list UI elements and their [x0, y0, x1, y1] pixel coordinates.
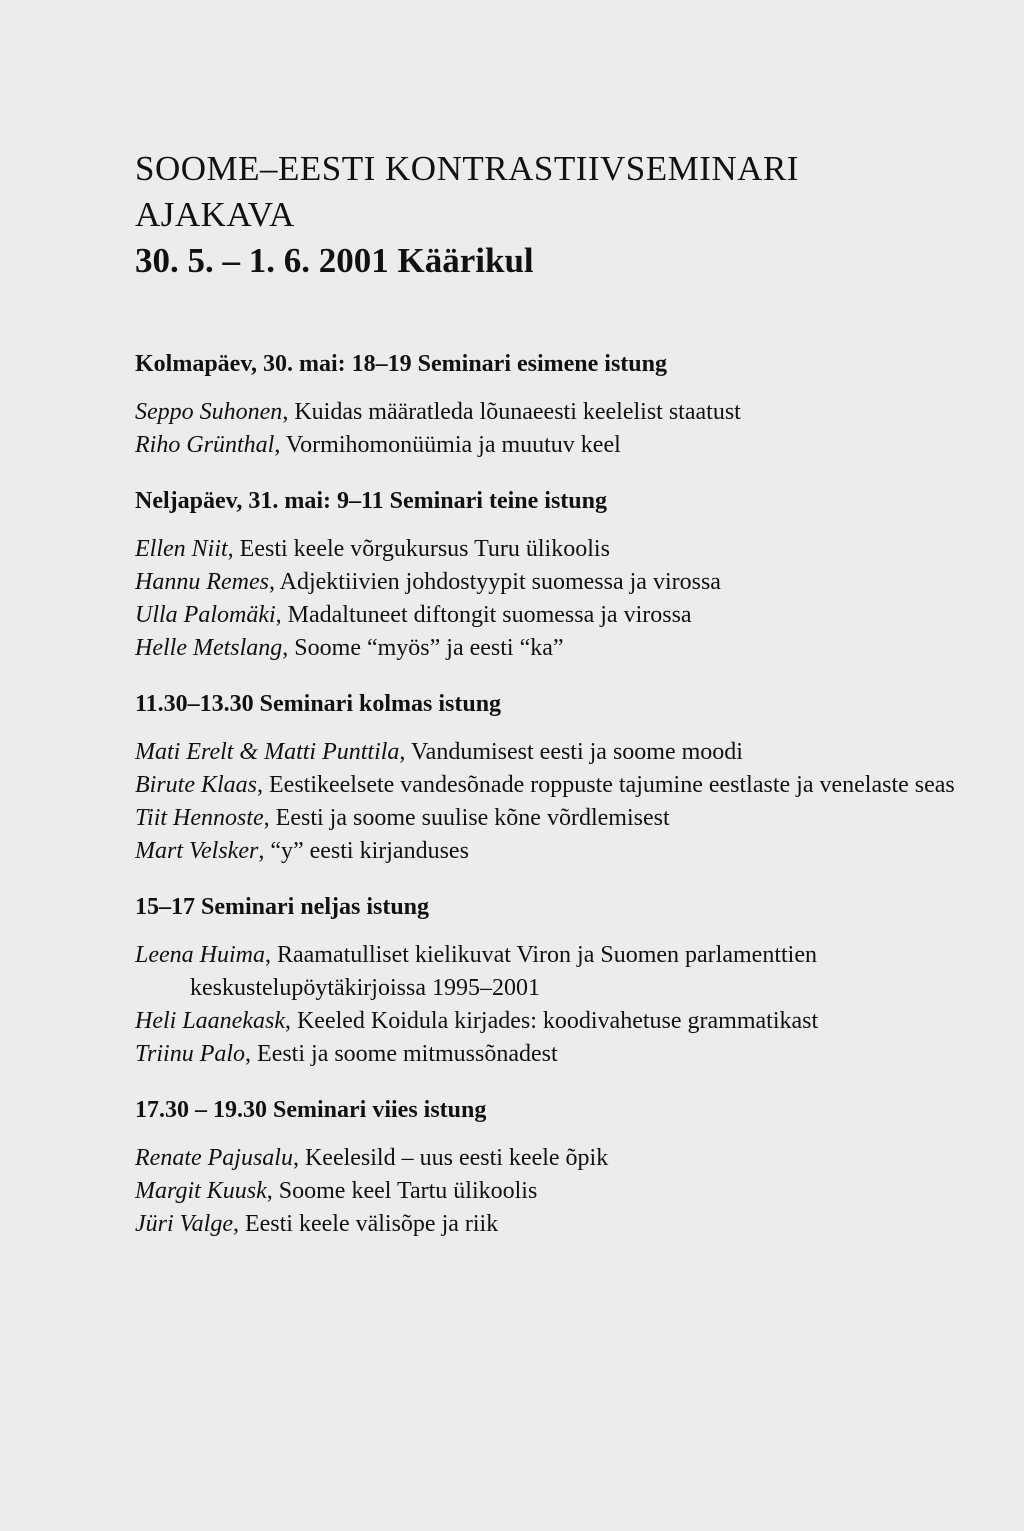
talk-title: Eesti ja soome mitmussõnadest — [257, 1041, 558, 1067]
talk-title: Adjektiivien johdostyypit suomessa ja virossa — [279, 569, 721, 595]
speaker-name: Helle Metslang — [135, 635, 283, 661]
talk-title: Vandumisest eesti ja soome moodi — [411, 739, 743, 765]
session-heading: 15–17 Seminari neljas istung — [135, 894, 430, 920]
speaker-name: Renate Pajusalu — [135, 1145, 293, 1171]
talk-item: Triinu Palo, Eesti ja soome mitmussõnadest — [135, 1041, 558, 1067]
talk-item: Mart Velsker, “y” eesti kirjanduses — [135, 838, 469, 864]
session-heading: Neljapäev, 31. mai: 9–11 Seminari teine istung — [135, 488, 607, 514]
session-2 — [135, 485, 995, 665]
session-list — [135, 348, 995, 1264]
speaker-name: Seppo Suhonen — [135, 399, 283, 425]
speaker-name: Heli Laanekask — [135, 1008, 285, 1034]
session-3 — [135, 688, 995, 868]
talk-item: Tiit Hennoste, Eesti ja soome suulise kõne võrdlemisest — [135, 805, 670, 831]
talk-item: Ellen Niit, Eesti keele võrgukursus Turu ülikoolis — [135, 536, 610, 562]
session-4 — [135, 891, 995, 1071]
session-heading: 11.30–13.30 Seminari kolmas istung — [135, 691, 502, 717]
talk-item: Ulla Palomäki, Madaltuneet diftongit suomessa ja virossa — [135, 602, 692, 628]
talk-item: Seppo Suhonen, Kuidas määratleda lõunaeesti keelelist staatust — [135, 399, 741, 425]
speaker-name: Ulla Palomäki — [135, 602, 276, 628]
talk-item: Renate Pajusalu, Keelesild – uus eesti keele õpik — [135, 1145, 609, 1171]
talk-title: Soome “myös” ja eesti “ka” — [294, 635, 564, 661]
speaker-name: Riho Grünthal — [135, 432, 275, 458]
session-heading: Kolmapäev, 30. mai: 18–19 Seminari esimene istung — [135, 351, 667, 377]
talk-title: Eesti keele võrgukursus Turu ülikoolis — [239, 536, 610, 562]
talk-title: “y” eesti kirjanduses — [270, 838, 469, 864]
talk-title: Keeled Koidula kirjades: koodivahetuse grammatikast — [296, 1008, 819, 1034]
talk-item: Helle Metslang, Soome “myös” ja eesti “ka” — [135, 635, 564, 661]
speaker-name: Birute Klaas — [135, 772, 258, 798]
document-title-line-2: AJAKAVA — [135, 195, 295, 234]
talk-title: Eestikeelsete vandesõnade roppuste tajumine eestlaste ja venelaste seas — [269, 772, 955, 798]
speaker-name: Jüri Valge — [135, 1211, 233, 1237]
talk-title: Raamatulliset kielikuvat Viron ja Suomen parlamenttien keskustelupöytäkirjoissa 1995–2001 — [190, 942, 817, 1001]
talk-item: Margit Kuusk, Soome keel Tartu ülikoolis — [135, 1178, 538, 1204]
talk-title: Eesti keele välisõpe ja riik — [244, 1211, 499, 1237]
date-place: 30. 5. – 1. 6. 2001 Käärikul — [135, 241, 534, 280]
talk-title: Madaltuneet diftongit suomessa ja virossa — [287, 602, 692, 628]
talk-title: Kuidas määratleda lõunaeesti keelelist staatust — [294, 399, 741, 425]
speaker-name: Ellen Niit — [135, 536, 228, 562]
talk-item: Jüri Valge, Eesti keele välisõpe ja riik — [135, 1211, 499, 1237]
speaker-name: Margit Kuusk — [135, 1178, 267, 1204]
talk-title: Keelesild – uus eesti keele õpik — [304, 1145, 609, 1171]
speaker-name: Mati Erelt & Matti Punttila — [135, 739, 400, 765]
speaker-name: Leena Huima — [135, 942, 265, 968]
session-heading: 17.30 – 19.30 Seminari viies istung — [135, 1097, 487, 1123]
document-title-line-1: SOOME–EESTI KONTRASTIIVSEMINARI — [135, 149, 799, 188]
speaker-name: Mart Velsker — [135, 838, 259, 864]
session-1 — [135, 348, 995, 462]
talk-title: Soome keel Tartu ülikoolis — [278, 1178, 538, 1204]
talk-item: Mati Erelt & Matti Punttila, Vandumisest eesti ja soome moodi — [135, 739, 743, 765]
speaker-name: Hannu Remes — [135, 569, 269, 595]
title-block — [135, 146, 995, 284]
speaker-name: Tiit Hennoste — [135, 805, 264, 831]
talk-item: Hannu Remes, Adjektiivien johdostyypit suomessa ja virossa — [135, 569, 721, 595]
talk-item: Leena Huima, Raamatulliset kielikuvat Viron ja Suomen parlamenttien keskustelupöytäkirjoissa 1995–2001 — [135, 942, 817, 1001]
talk-title: Eesti ja soome suulise kõne võrdlemisest — [275, 805, 670, 831]
talk-item: Heli Laanekask, Keeled Koidula kirjades: koodivahetuse grammatikast — [135, 1008, 819, 1034]
talk-item: Riho Grünthal, Vormihomonüümia ja muutuv keel — [135, 432, 621, 458]
speaker-name: Triinu Palo — [135, 1041, 246, 1067]
talk-item: Birute Klaas, Eestikeelsete vandesõnade roppuste tajumine eestlaste ja venelaste seas — [135, 772, 955, 798]
session-5 — [135, 1094, 995, 1241]
talk-title: Vormihomonüümia ja muutuv keel — [285, 432, 621, 458]
